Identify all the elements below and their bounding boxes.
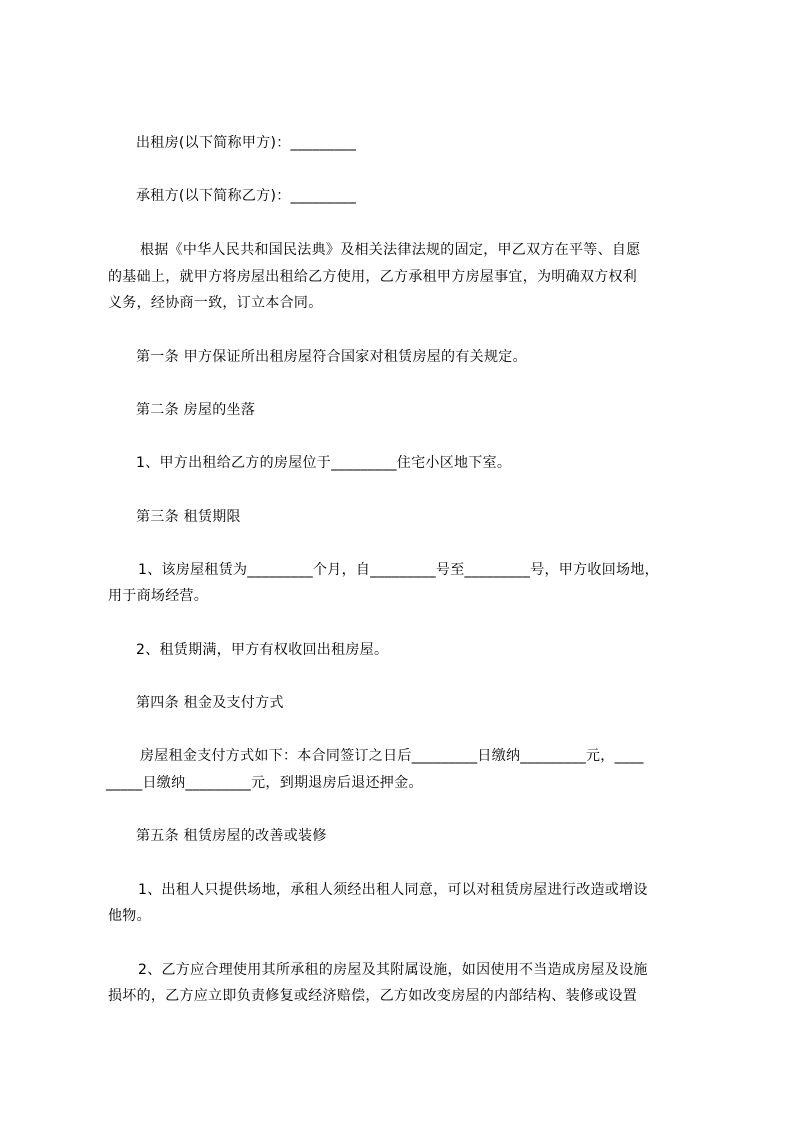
- article-5-heading: 第五条 租赁房屋的改善或装修: [136, 828, 327, 844]
- article-2-heading: 第二条 房屋的坐落: [136, 402, 256, 418]
- article-5-clause-1-line-2: 他物。: [108, 908, 151, 924]
- article-3-clause-1-line-2: 用于商场经营。: [108, 588, 209, 604]
- article-5-clause-2-line-1: 2、乙方应合理使用其所承租的房屋及其附属设施，如因使用不当造成房屋及设施: [138, 962, 648, 978]
- lessee-line: 承租方(以下简称乙方)：_________: [136, 188, 357, 204]
- article-3-clause-2: 2、租赁期满，甲方有权收回出租房屋。: [136, 642, 389, 658]
- article-5-clause-1-line-1: 1、出租人只提供场地，承租人须经出租人同意，可以对租赁房屋进行改造或增设: [138, 882, 648, 898]
- article-2-clause-1: 1、甲方出租给乙方的房屋位于_________住宅小区地下室。: [136, 455, 512, 471]
- preamble-line-1: 根据《中华人民共和国民法典》及相关法律法规的固定，甲乙双方在平等、自愿: [140, 242, 641, 258]
- article-5-clause-2-line-2: 损坏的，乙方应立即负责修复或经济赔偿，乙方如改变房屋的内部结构、装修或设置: [108, 988, 638, 1004]
- preamble-line-2: 的基础上，就甲方将房屋出租给乙方使用，乙方承租甲方房屋事宜，为明确双方权利: [108, 269, 638, 285]
- article-3-clause-1-line-1: 1、该房屋租赁为_________个月，自_________号至_________号，甲方收回场地，: [138, 562, 659, 578]
- lessor-line: 出租房(以下简称甲方)：_________: [136, 135, 357, 151]
- preamble-line-3: 义务，经协商一致，订立本合同。: [108, 295, 323, 311]
- article-4-payment-line-1: 房屋租金支付方式如下：本合同签订之日后_________日缴纳_________元，____: [140, 748, 644, 764]
- article-1: 第一条 甲方保证所出租房屋符合国家对租赁房屋的有关规定。: [136, 349, 527, 365]
- article-3-heading: 第三条 租赁期限: [136, 509, 241, 525]
- article-4-payment-line-2: _____日缴纳_________元，到期退房后退还押金。: [106, 775, 423, 791]
- article-4-heading: 第四条 租金及支付方式: [136, 695, 284, 711]
